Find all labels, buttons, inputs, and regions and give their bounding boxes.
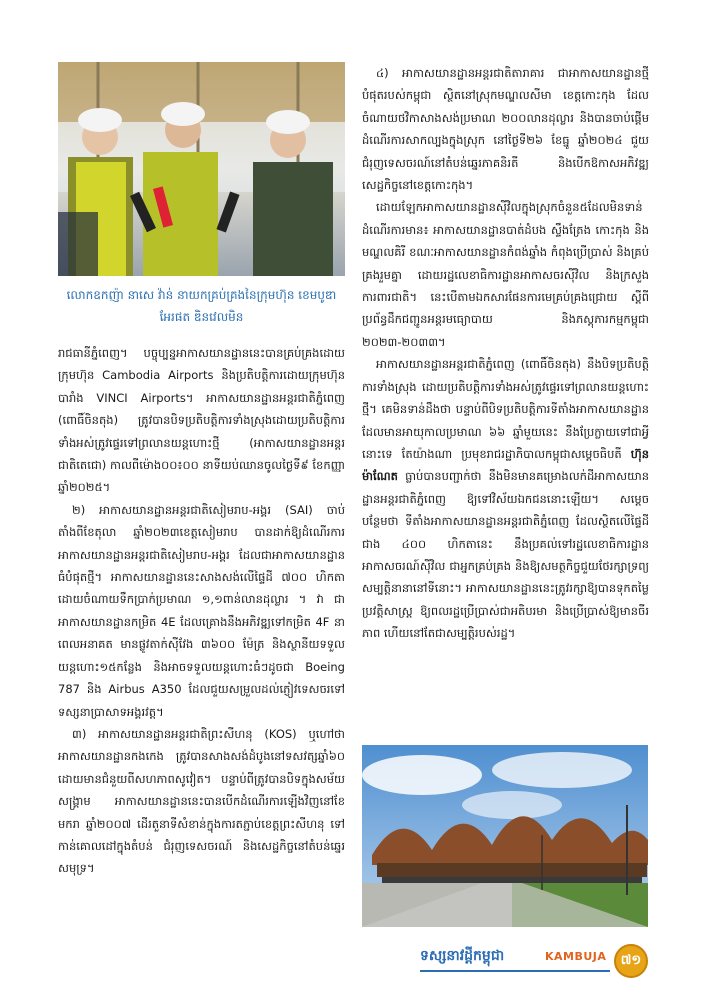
- paragraph: ២) អាកាសយានដ្ឋានអន្តរជាតិសៀមរាប-អង្គរ (SAI) ចាប់តាំងពីខែតុលា ឆ្នាំ២០២៣ខេត្តសៀមរាប បានដាក់ឱ្យដំណើរការអាកាសយានដ្ឋានអន្តរជាតិសៀមរាប-អង្គរ ដែលជាអាកាសយានដ្ឋានធំបំផុតថ្មី។ អាកាសយានដ្ឋាននេះសាងសង់លើផ្ទៃដី ៧០០ ហិកតា ដោយចំណាយទឹកប្រាក់ប្រមាណ ១,១ពាន់លានដុល្លារ ។ វា ជាអាកាសយានដ្ឋានកម្រិត 4E ដែលគ្រោងនឹងអភិវឌ្ឍទៅកម្រិត 4F នាពេលអនាគត មានផ្លូវតាក់ស៊ីវែង ៣៦០០ ម៉ែត្រ និងស្ថានីយទទួលយន្តហោះ១៥កន្លែង និងអាចទទួលយន្តហោះធំៗដូចជា Boeing 787 និង Airbus A350 ដែលជួយសម្រួលដល់ភ្ញៀវទេសចរទៅទស្សនាប្រាសាទអង្គរវត្ត។: [58, 502, 345, 719]
- paragraph-text: ធ្លាប់បានបញ្ជាក់ថា នឹងមិនមានគម្រោងលក់ដីអាកាសយានដ្ឋានអន្តរជាតិភ្នំពេញ ឱ្យទៅវិស័យឯកជននោះឡើយ។ សម្តេចបន្ថែមថា ទីតាំងអាកាសយានដ្ឋានអន្តរជាតិភ្នំពេញ ដែលស្ថិតលើផ្ទៃដីជាង ៤០០ ហិកតានេះ នឹងប្រគល់ទៅរដ្ឋលេខាធិការដ្ឋានអាកាសចរណ៍ស៊ីវិល ជាអ្នកគ្រប់គ្រង និងឱ្យសមត្ថកិច្ចជួយថែរក្សាទ្រព្យសម្បត្តិនានានៅទីនោះ។ អាកាសយានដ្ឋាននេះត្រូវរក្សាឱ្យបានទុកតម្លៃប្រវត្តិសាស្ត្រ ឱ្យពលរដ្ឋប្រើប្រាស់ជាអតិបរមា និងប្រើប្រាស់ឱ្យមានចីរភាព ហើយនៅតែជាសម្បត្តិរបស់រដ្ឋ។: [362, 469, 650, 641]
- photo-caption: លោកឧកញ៉ា នាសេ វ៉ាន់ នាយកគ្រប់គ្រងនៃក្រុមហ៊ុន ខេមបូឌា អែរផត ឌិនវេលមិន: [66, 288, 337, 324]
- paragraph: រាជធានីភ្នំពេញ។ បច្ចុប្បន្នអាកាសយានដ្ឋាននេះបានគ្រប់គ្រងដោយក្រុមហ៊ុន Cambodia Airports និងប្រតិបត្តិការដោយក្រុមហ៊ុនបារាំង VINCI Airports។ អាកាសយានដ្ឋានអន្តរជាតិភ្នំពេញ (ពោធិ៍ចិនតុង) ត្រូវបានបិទប្រតិបត្តិការទាំងស្រុងដោយប្រតិបត្តិការទាំងអស់ត្រូវផ្ទេរទៅព្រលានយន្តហោះថ្មី (អាកាសយានដ្ឋានអន្តរជាតិតេជោ) កាលពីម៉ោង០០៖០០ នាទីយប់ឈានចូលថ្ងៃទី៩ ខែកញ្ញា ឆ្នាំ២០២៥។: [58, 346, 345, 495]
- magazine-brand: KAMBUJA: [545, 950, 607, 963]
- press-interview-illustration: [58, 62, 345, 276]
- airport-terminal-photo: [362, 745, 648, 927]
- right-column: [362, 62, 649, 645]
- paragraph: ៣) អាកាសយានដ្ឋានអន្តរជាតិព្រះសីហនុ (KOS) ឬហៅថា អាកាសយានដ្ឋានកងកេង ត្រូវបានសាងសង់ដំបូងនៅទសវត្សឆ្នាំ៦០ ដោយមានជំនួយពីសហភាពសូវៀត។ បន្ទាប់ពីត្រូវបានបិទក្នុងសម័យសង្គ្រាម អាកាសយានដ្ឋាននេះបានបើកដំណើរការឡើងវិញនៅខែមករា ឆ្នាំ២០០៧ ដើរតួនាទីសំខាន់ក្នុងការតភ្ជាប់ខេត្តព្រះសីហនុ ទៅកាន់គោលដៅក្នុងតំបន់ ជំរុញទេសចរណ៍ និងសេដ្ឋកិច្ចនៅតំបន់ឆ្នេរសមុទ្រ។: [58, 726, 345, 876]
- magazine-title: ទស្សនាវដ្តីកម្ពុជា: [420, 948, 505, 964]
- paragraph: [362, 353, 649, 644]
- footer-underline: [420, 970, 610, 972]
- left-column: [58, 342, 345, 880]
- prime-minister-name: ហ៊ុន ម៉ាណែត: [362, 446, 649, 484]
- paragraph: ៤) អាកាសយានដ្ឋានអន្តរជាតិតារាគារ ជាអាកាសយានដ្ឋានថ្មីបំផុតរបស់កម្ពុជា ស្ថិតនៅស្រុកមណ្ឌលសីមា ខេត្តកោះកុង ដែលចំណាយថវិកាសាងសង់ប្រមាណ ២០០លានដុល្លារ និងបានចាប់ផ្តើមដំណើរការសាកល្បងក្នុងស្រុក នៅថ្ងៃទី២៦ ខែធ្នូ ឆ្នាំ២០២៤ ជួយជំរុញទេសចរណ៍នៅតំបន់ឆ្នេរភាគនិរតី និងបើកឱកាសអភិវឌ្ឍសេដ្ឋកិច្ចនៅខេត្តកោះកុង។: [362, 66, 649, 193]
- press-interview-photo: [58, 62, 345, 276]
- page-number-badge: ៧១: [614, 944, 648, 978]
- airport-terminal-illustration: [362, 745, 648, 927]
- page-footer: [0, 930, 707, 1000]
- paragraph-text: អាកាសយានដ្ឋានអន្តរជាតិភ្នំពេញ (ពោធិ៍ចិនតុង) នឹងបិទប្រតិបត្តិការទាំងស្រុង ដោយប្រតិបត្តិការទាំងអស់ត្រូវផ្ទេរទៅព្រលានយន្តហោះថ្មី។ គេមិនទាន់ដឹងថា បន្ទាប់ពីបិទប្រតិបត្តិការទីតាំងអាកាសយានដ្ឋាន ដែលមានអាយុកាលប្រមាណ ៦៦ ឆ្នាំមួយនេះ នឹងប្រែក្លាយទៅជាអ្វីនោះទេ តែយ៉ាងណា ប្រមុខរាជរដ្ឋាភិបាលកម្ពុជាសម្តេចធិបតី: [362, 357, 649, 461]
- paragraph: ដោយឡែកអាកាសយានដ្ឋានស៊ីវិលក្នុងស្រុកចំនួន៥ដែលមិនទាន់ដំណើរការមាន៖ អាកាសយានដ្ឋានបាត់ដំបង ស្ទឹងត្រែង កោះកុង និងមណ្ឌលគិរី ខណៈអាកាសយានដ្ឋានកំពង់ឆ្នាំង កំពុងប្រើប្រាស់ និងគ្រប់គ្រងរួមគ្នា ដោយរដ្ឋលេខាធិការដ្ឋានអាកាសចរស៊ីវិល និងក្រសួងការពារជាតិ។ នេះបើតាមឯកសារផែនការមេគ្រប់គ្រងជ្រោយ ស្តីពីប្រព័ន្ធដឹកជញ្ជូនអន្តរមធ្យោបាយ និងភស្តុភារកម្មកម្ពុជា ២០២៣-២០៣៣។: [362, 200, 649, 349]
